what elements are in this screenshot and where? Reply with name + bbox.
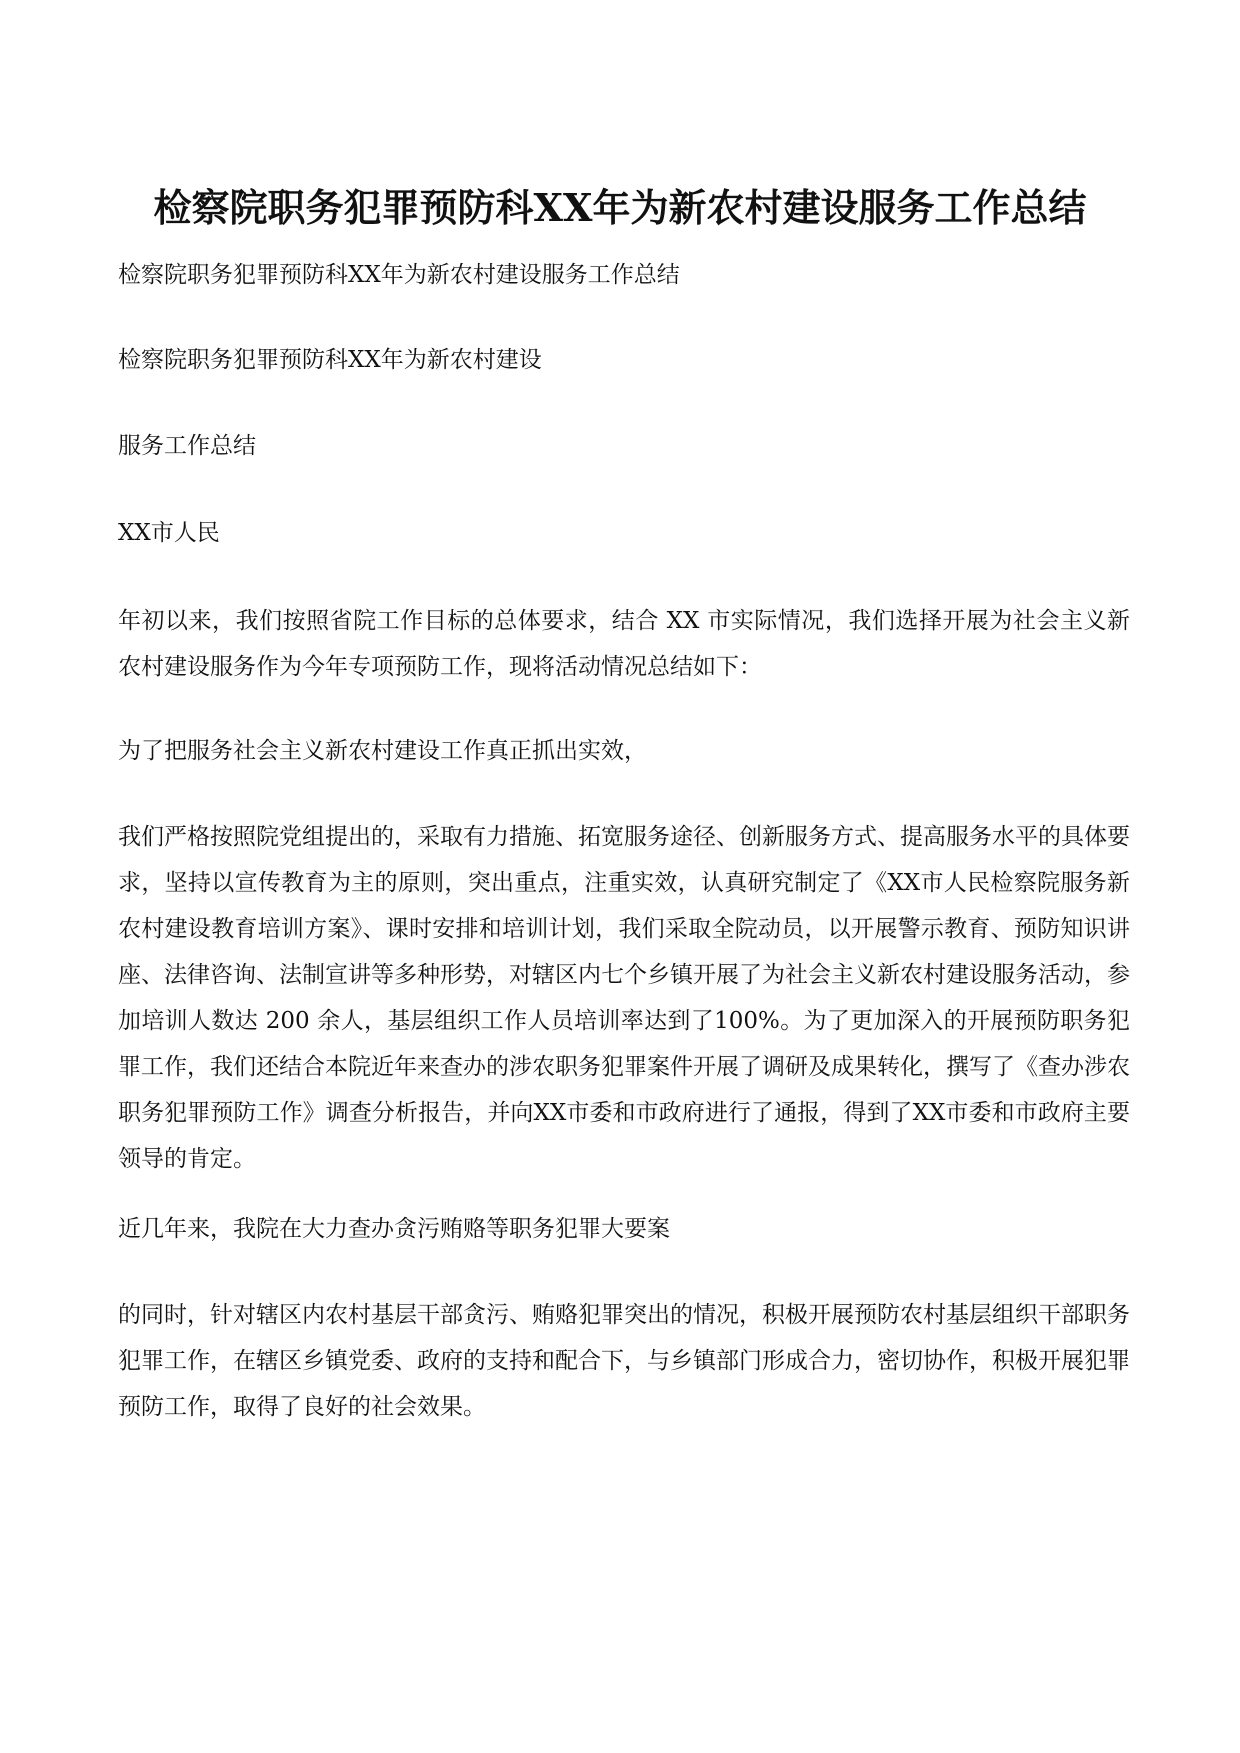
paragraph-subtitle: 检察院职务犯罪预防科XX年为新农村建设服务工作总结 (118, 262, 680, 288)
paragraph-organization: XX市人民 (118, 520, 220, 546)
document-title: 检察院职务犯罪预防科XX年为新农村建设服务工作总结 (153, 185, 1087, 231)
paragraph-intro: 年初以来，我们按照省院工作目标的总体要求，结合 XX 市实际情况，我们选择开展为社会主义新农村建设服务作为今年专项预防工作，现将活动情况总结如下： (118, 608, 1130, 680)
paragraph-title-part-1: 检察院职务犯罪预防科XX年为新农村建设 (118, 347, 542, 373)
paragraph-recent-years: 近几年来，我院在大力查办贪污贿赂等职务犯罪大要案 (118, 1216, 670, 1242)
paragraph-purpose: 为了把服务社会主义新农村建设工作真正抓出实效， (118, 738, 647, 764)
paragraph-title-part-2: 服务工作总结 (118, 433, 256, 459)
paragraph-results: 的同时，针对辖区内农村基层干部贪污、贿赂犯罪突出的情况，积极开展预防农村基层组织干部职务犯罪工作，在辖区乡镇党委、政府的支持和配合下，与乡镇部门形成合力，密切协作，积极开展犯罪预防工作，取得了良好的社会效果。 (118, 1302, 1130, 1420)
paragraph-measures: 我们严格按照院党组提出的，采取有力措施、拓宽服务途径、创新服务方式、提高服务水平的具体要求，坚持以宣传教育为主的原则，突出重点，注重实效，认真研究制定了《XX市人民检察院服务新农村建设教育培训方案》、课时安排和培训计划，我们采取全院动员，以开展警示教育、预防知识讲座、法律咨询、法制宣讲等多种形势，对辖区内七个乡镇开展了为社会主义新农村建设服务活动，参加培训人数达 200 余人，基层组织工作人员培训率达到了100%。为了更加深入的开展预防职务犯罪工作，我们还结合本院近年来查办的涉农职务犯罪案件开展了调研及成果转化，撰写了《查办涉农职务犯罪预防工作》调查分析报告，并向XX市委和市政府进行了通报，得到了XX市委和市政府主要领导的肯定。 (118, 824, 1130, 1172)
